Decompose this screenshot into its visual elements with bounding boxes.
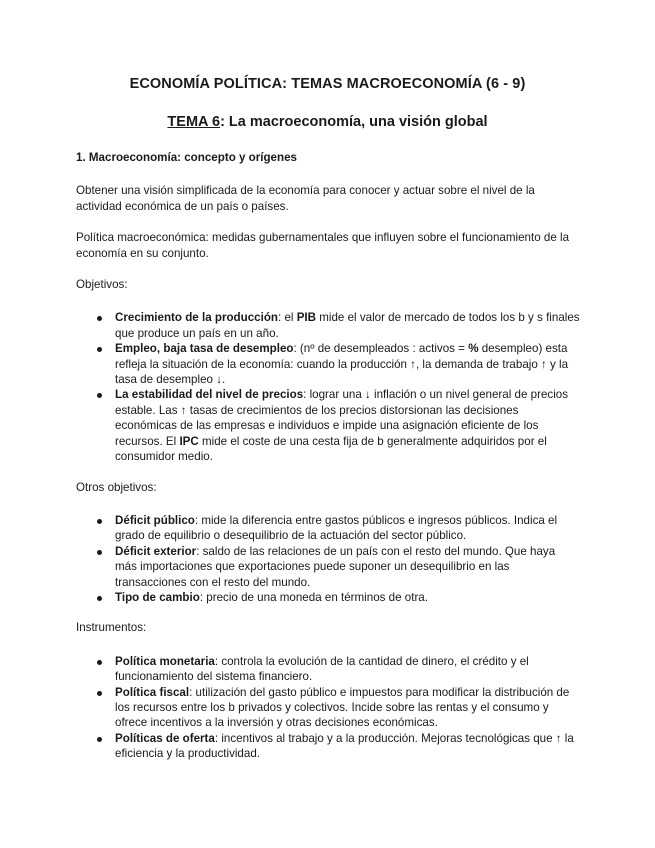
bullet-icon — [97, 660, 102, 665]
instrumentos-label: Instrumentos: — [76, 621, 147, 635]
section-heading: 1. Macroeconomía: concepto y orígenes — [76, 151, 297, 164]
paragraph-politica: Política macroeconómica: medidas gubernamentales que influyen sobre el funcionamiento de la economía en su conjunto. — [76, 231, 570, 260]
list-item: Déficit público: mide la diferencia entre gastos públicos e ingresos públicos. Indica el grado de equilibrio o desequilibrio de la actuación del sector público. — [76, 513, 580, 544]
bullet-icon — [97, 316, 102, 321]
document-body — [76, 150, 580, 777]
list-item: Crecimiento de la producción: el PIB mide el valor de mercado de todos los b y s finales que produce un país en un año. — [76, 310, 580, 341]
list-item: Políticas de oferta: incentivos al trabajo y a la producción. Mejoras tecnológicas que ↑ la eficiencia y la productividad. — [76, 731, 580, 762]
tema-number: TEMA 6 — [167, 114, 221, 130]
list-item: Déficit exterior: saldo de las relaciones de un país con el resto del mundo. Que haya más importaciones que exportaciones puede suponer un desequilibrio en las transacciones con el resto del mundo. — [76, 544, 580, 590]
bullet-icon — [97, 691, 102, 696]
bullet-icon — [97, 737, 102, 742]
otros-objetivos-list — [76, 513, 580, 605]
list-item: Política monetaria: controla la evolución de la cantidad de dinero, el crédito y el funcionamiento del sistema financiero. — [76, 654, 580, 685]
bullet-icon — [97, 393, 102, 398]
bullet-icon — [97, 519, 102, 524]
list-item: Tipo de cambio: precio de una moneda en términos de otra. — [76, 590, 580, 605]
objetivos-list — [76, 310, 580, 464]
list-item: La estabilidad del nivel de precios: lograr una ↓ inflación o un nivel general de precios estable. Las ↑ tasas de crecimientos de los precios distorsionan las decisiones económicas de las empresas e individuos e impide una asignación eficiente de los recursos. El IPC mide el coste de una cesta fija de b generalmente adquiridos por el consumidor medio. — [76, 387, 580, 464]
bullet-icon — [97, 550, 102, 555]
otros-objetivos-label: Otros objetivos: — [76, 480, 157, 494]
document-title: ECONOMÍA POLÍTICA: TEMAS MACROECONOMÍA (6 - 9) — [129, 76, 526, 92]
instrumentos-list — [76, 654, 580, 762]
paragraph-definition: Obtener una visión simplificada de la economía para conocer y actuar sobre el nivel de la actividad económica de un país o países. — [76, 184, 535, 213]
tema-title — [0, 114, 655, 130]
bullet-icon — [97, 596, 102, 601]
objetivos-label: Objetivos: — [76, 278, 128, 292]
tema-name: : La macroeconomía, una visión global — [220, 114, 488, 130]
list-item: Política fiscal: utilización del gasto público e impuestos para modificar la distribución de los recursos entre los b privados y colectivos. Incide sobre las rentas y el consumo y ofrece incentivos a la inversión y otras decisiones económicas. — [76, 685, 580, 731]
bullet-icon — [97, 347, 102, 352]
list-item: Empleo, baja tasa de desempleo: (nº de desempleados : activos = % desempleo) esta refleja la situación de la economía: cuando la producción ↑, la demanda de trabajo ↑ y la tasa de desempleo ↓. — [76, 341, 580, 387]
